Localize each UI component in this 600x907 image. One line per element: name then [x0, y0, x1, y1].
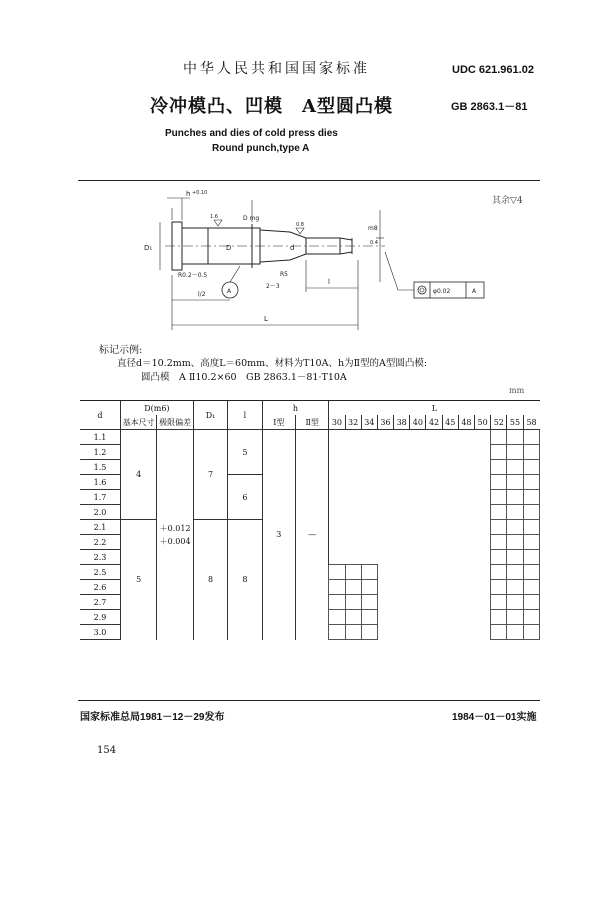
- header-l-value: 42: [426, 415, 442, 430]
- h-type2-value: —: [295, 430, 328, 640]
- marking-example-line2: 圆凸模 A Ⅱ10.2×60 GB 2863.1－81·T10A: [141, 372, 347, 383]
- standard-number: GB 2863.1－81: [451, 101, 528, 113]
- overall-length-label: L: [264, 315, 268, 323]
- d1-value: 8: [193, 520, 227, 640]
- udc-code: UDC 621.961.02: [452, 64, 534, 76]
- english-title-line1: Punches and dies of cold press dies: [165, 128, 338, 139]
- header-d-basic: 基本尺寸: [120, 415, 156, 430]
- d-small-label: d: [290, 244, 295, 252]
- header-l-group: L: [329, 401, 540, 416]
- header-l-value: 36: [377, 415, 393, 430]
- header-d-group: D(m6): [120, 401, 193, 416]
- unit-label: mm: [509, 386, 525, 395]
- h-tolerance-label: +0.10: [192, 190, 208, 196]
- d-value: 2.0: [80, 505, 120, 520]
- d-small-tolerance-label: m8: [368, 225, 378, 232]
- range-2-3-label: 2～3: [266, 283, 280, 290]
- page-title: 冷冲模凸、凹模 A型圆凸模: [150, 96, 393, 117]
- header-l-value: 38: [394, 415, 410, 430]
- d-value: 1.1: [80, 430, 120, 445]
- runout-datum-label: A: [472, 288, 477, 295]
- fillet-radius-label: R0.2～0.5: [178, 272, 208, 279]
- d-value: 2.7: [80, 595, 120, 610]
- detail-a-label: A: [227, 288, 232, 295]
- d1-label: D₁: [144, 244, 153, 252]
- d-tolerance-upper: ＋0.012: [159, 523, 191, 533]
- page-number: 154: [97, 745, 117, 756]
- header-l-value: 40: [410, 415, 426, 430]
- l-half-label: l/2: [198, 291, 206, 298]
- header-h-group: h: [262, 401, 329, 416]
- header-h-type1: Ⅰ型: [262, 415, 295, 430]
- footer-rule: [78, 700, 540, 701]
- national-standard-header: 中华人民共和国国家标准: [183, 61, 370, 77]
- marking-example-title: 标记示例:: [99, 345, 143, 356]
- header-l: l: [228, 401, 262, 430]
- roughness-note: 其余▽4: [492, 196, 523, 206]
- h-label: h: [186, 190, 191, 198]
- l-value: 5: [228, 430, 262, 475]
- d-basic-value: 4: [120, 430, 156, 520]
- dimension-table: [80, 400, 540, 640]
- header-l-value: 48: [458, 415, 474, 430]
- header-d1: D₁: [193, 401, 227, 430]
- d-value: 1.6: [80, 475, 120, 490]
- roughness-b-label: 0.8: [296, 222, 304, 228]
- header-d: d: [80, 401, 120, 430]
- d-value: 3.0: [80, 625, 120, 640]
- roughness-c-label: 0.4: [370, 240, 378, 246]
- d1-value: 7: [193, 430, 227, 520]
- d-value: 1.7: [80, 490, 120, 505]
- header-l-value: 34: [361, 415, 377, 430]
- header-l-value: 45: [442, 415, 458, 430]
- r5-label: R5: [280, 271, 288, 278]
- h-type1-value: 3: [262, 430, 295, 640]
- d-value: 1.2: [80, 445, 120, 460]
- d-tolerance-lower: ＋0.004: [159, 536, 191, 546]
- roughness-a-label: 1.6: [210, 214, 218, 220]
- d-value: 2.3: [80, 550, 120, 565]
- d-tolerance-cell: [157, 430, 193, 640]
- effective-date: 1984－01－01实施: [452, 712, 537, 723]
- header-l-value: 58: [523, 415, 539, 430]
- d-value: 2.5: [80, 565, 120, 580]
- punch-drawing: [130, 180, 500, 340]
- l-value: 6: [228, 475, 262, 520]
- runout-tolerance-label: φ0.02: [433, 288, 451, 295]
- d-tolerance-label: D mg: [243, 215, 260, 222]
- header-l-value: 52: [491, 415, 507, 430]
- issue-date: 国家标准总局1981－12－29发布: [80, 712, 225, 723]
- marking-example-line1: 直径d＝10.2mm、高度L＝60mm、材料为T10A、h为Ⅱ型的A型圆凸模:: [117, 358, 428, 369]
- d-value: 2.6: [80, 580, 120, 595]
- d-value: 1.5: [80, 460, 120, 475]
- header-l-value: 30: [329, 415, 345, 430]
- header-h-type2: Ⅱ型: [295, 415, 328, 430]
- l-value: 8: [228, 520, 262, 640]
- d-value: 2.9: [80, 610, 120, 625]
- d-label: D: [226, 244, 232, 252]
- header-l-value: 32: [345, 415, 361, 430]
- d-basic-value: 5: [120, 520, 156, 640]
- header-d-tolerance: 极限偏差: [157, 415, 193, 430]
- l-dimension-label: l: [328, 278, 330, 286]
- d-value: 2.1: [80, 520, 120, 535]
- d-value: 2.2: [80, 535, 120, 550]
- english-title-line2: Round punch,type A: [212, 143, 310, 154]
- header-l-value: 50: [475, 415, 491, 430]
- header-l-value: 55: [507, 415, 523, 430]
